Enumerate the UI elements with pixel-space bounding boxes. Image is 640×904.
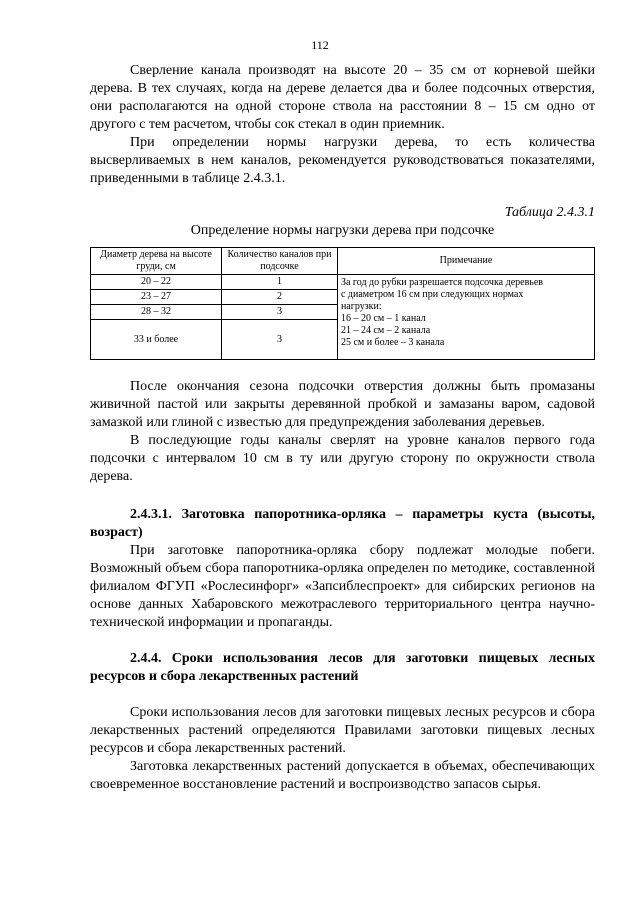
- cell-channels: 1: [222, 275, 338, 290]
- cell-diameter: 20 – 22: [91, 275, 222, 290]
- page-content: [90, 62, 595, 794]
- table-row: [91, 275, 595, 290]
- cell-channels: 2: [222, 290, 338, 305]
- paragraph-terms: Сроки использования лесов для заготовки пищевых лесных ресурсов и сбора лекарственных растений определяются Правилами заготовки пищевых лесных ресурсов и сбора лекарственных растений.: [90, 705, 595, 756]
- paragraph-load-norm: При определении нормы нагрузки дерева, то есть количества высверливаемых в нем каналов, рекомендуется руководствоваться показателями, приведенными в таблице 2.4.3.1.: [90, 135, 595, 186]
- cell-channels: 3: [222, 305, 338, 320]
- cell-note: За год до рубки разрешается подсочка деревьев с диаметром 16 см при следующих нормах нагрузки: 16 – 20 см – 1 канал 21 – 24 см – 2 канала 25 см и более – 3 канала: [337, 275, 594, 360]
- paragraph-after-season: После окончания сезона подсочки отверстия должны быть промазаны живичной пастой или закрыты деревянной пробкой и замазаны варом, садовой замазкой или глиной с известью для предупреждения заболевания деревьев.: [90, 379, 596, 430]
- table-title: Определение нормы нагрузки дерева при подсочке: [190, 223, 495, 238]
- cell-diameter: 23 – 27: [91, 290, 222, 305]
- table-label: Таблица 2.4.3.1: [504, 205, 595, 220]
- header-channels: Количество каналов при подсочке: [222, 248, 338, 275]
- page-number: 112: [311, 38, 329, 52]
- table-header-row: [91, 248, 595, 275]
- load-norm-table: [90, 247, 595, 360]
- cell-diameter: 33 и более: [91, 320, 222, 360]
- paragraph-following-years: В последующие годы каналы сверлят на уровне каналов первого года подсочки с интервалом 10 см в ту или другую сторону по окружности ствола дерева.: [90, 433, 595, 484]
- paragraph-bracken: При заготовке папоротника-орляка сбору подлежат молодые побеги. Возможный объем сбора папоротника-орляка определен по методике, составленной филиалом ФГУП «Рослесинфорг» «Запсиблеспроект» для сибирских регионов на основе данных Хабаровского межотраслевого территориального центра научно-технической информации и пропаганды.: [90, 543, 596, 630]
- paragraph-drilling: Сверление канала производят на высоте 20 – 35 см от корневой шейки дерева. В тех случаях, когда на дереве делается два и более подсочных отверстия, они располагаются на одной стороне ствола на расстоянии 8 – 15 см одно от другого с тем расчетом, чтобы сок стекал в один приемник.: [90, 63, 596, 132]
- heading-bracken: 2.4.3.1. Заготовка папоротника-орляка – параметры куста (высоты, возраст): [90, 507, 595, 540]
- cell-diameter: 28 – 32: [91, 305, 222, 320]
- cell-channels: 3: [222, 320, 338, 360]
- header-note: Примечание: [337, 248, 594, 275]
- header-diameter: Диаметр дерева на высоте груди, см: [91, 248, 222, 275]
- paragraph-medicinal: Заготовка лекарственных растений допускается в объемах, обеспечивающих своевременное восстановление растений и воспроизводство запасов сырья.: [90, 759, 596, 792]
- heading-terms: 2.4.4. Сроки использования лесов для заготовки пищевых лесных ресурсов и сбора лекарственных растений: [90, 651, 595, 684]
